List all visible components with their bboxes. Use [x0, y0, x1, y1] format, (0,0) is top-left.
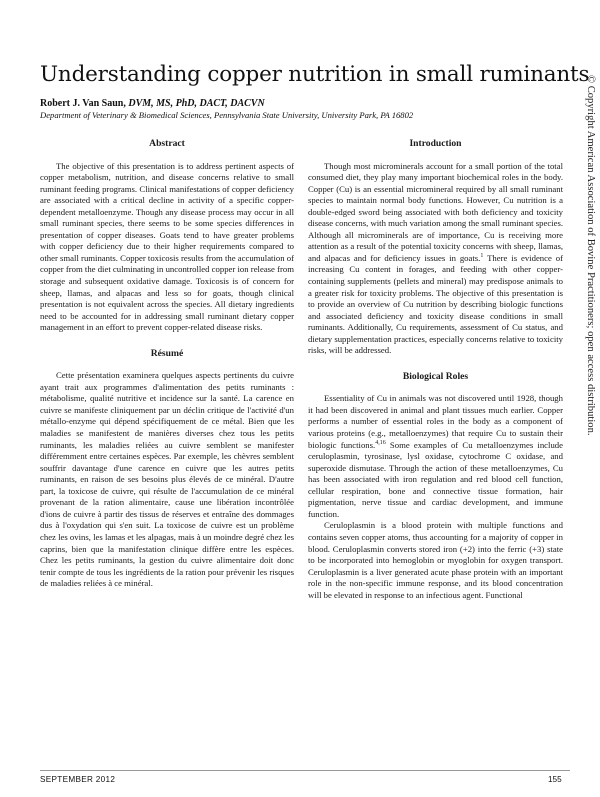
copyright-text: © Copyright American Association of Bovine Practitioners; open access distribution.: [585, 75, 596, 436]
biological-roles-text-part-2: Some examples of Cu metalloenzymes include ceruloplasmin, tyrosinase, lysl oxidase, cytochrome C oxidase, and superoxide dismutase. Through the action of these metalloenzymes, Cu has been associated with iron regulation and red blood cell function, cellular respiration, bone and connective tissue formation, hair pigmentation, nerve tissue and cardiac development, and immune function.: [308, 439, 563, 519]
footer-rule: [40, 770, 570, 771]
right-column: [308, 138, 563, 601]
page-number: 155: [548, 775, 562, 784]
introduction-text: [308, 161, 563, 357]
biological-roles-heading: Biological Roles: [402, 370, 469, 382]
author-name: Robert J. Van Saun,: [40, 98, 126, 109]
biological-roles-paragraph-2: Ceruloplasmin is a blood protein with multiple functions and contains seven copper atoms, thus accounting for a majority of copper in blood. Ceruloplasmin converts stored iron (+2) into the ferric (+3) state to be incorporated into hemoglobin or myoglobin for oxygen transport. Ceruloplasmin is a liver generated acute phase protein with an important role in the non-specific immune response, and its blood concentration will be elevated in response to an infectious agent. Functional: [308, 520, 563, 600]
introduction-heading: Introduction: [409, 138, 462, 149]
footer-date: SEPTEMBER 2012: [40, 775, 116, 784]
author-degrees: DVM, MS, PhD, DACT, DACVN: [128, 98, 265, 109]
author-affiliation: Department of Veterinary & Biomedical Sciences, Pennsylvania State University, University Park, PA 16802: [40, 110, 414, 120]
biological-roles-paragraph-1: [308, 393, 563, 520]
author-line: [40, 98, 265, 109]
reference-superscript: 1: [480, 253, 484, 260]
article-title: Understanding copper nutrition in small ruminants: [40, 62, 590, 87]
resume-heading: Résumé: [150, 347, 184, 359]
abstract-heading: Abstract: [149, 138, 185, 149]
biological-roles-text-part-1: Essentiality of Cu in animals was not discovered until 1928, though it had been discovered in animal and plant tissues much earlier. Copper performs a number of essential roles in the body as a component of various proteins (e.g., metalloenzymes) that require Cu to sustain their biologic functions.: [308, 393, 563, 450]
resume-text: Cette présentation examinera quelques aspects pertinents du cuivre ayant trait aux programmes d'alimentation des petits ruminants : métabolisme, qualité nutritive et incidence sur la santé. La carence en cuivre se manifeste cliniquement par un déclin critique de l'activité d'un métallo-enzyme qui dépend spécifiquement de ce métal. Bien que les maladies se manifestent de manières diverses chez tous les petits ruminants, les maladies reliées au cuivre semblent se manifester différemment entre certaines espèces. Par exemple, les chèvres semblent souffrir davantage d'une carence en cuivre que les autres petits ruminants, en raison de ses besoins plus élevés de ce minéral. D'autre part, la toxicose de cuivre, qui résulte de l'accumulation de ce minéral provenant de la ration alimentaire, cause une libération incontrôlée d'ions de cuivre à partir des tissus de réserves et entraîne des dommages dus à l'oxydation qui s'en suit. La toxicose de cuivre est un problème chez les ovins, les lamas et les alpagas, mais à un moindre degré chez les caprins, bien que la manifestation clinique diffère entre les espèces. Chez les petits ruminants, la gestion du cuivre alimentaire doit donc tenir compte de tous les ingrédients de la ration pour prévenir les risques de maladies reliées à ce minéral.: [40, 370, 294, 589]
abstract-text: The objective of this presentation is to address pertinent aspects of copper metabolism, nutrition, and disease concerns relative to small ruminant feeding programs. Clinical manifestations of copper deficiency are associated with a critical decline in activity of a specific copper-dependent metalloenzyme. Though any disease process may occur in all small ruminant species, there seems to be some species differences in presentation of copper diseases. Goats tend to have greater problems with copper deficiency due to their higher requirements compared to other small ruminants. Copper toxicosis results from the accumulation of copper from the diet culminating in uncontrolled copper ion release from storage and subsequent oxidative damage. Toxicosis is of concern for sheep, llamas, and alpacas and less so for goats, though clinical presentation is not equivalent across the species. All dietary ingredients need to be accounted for in addressing small ruminant dietary copper management in an effort to prevent copper-related disease risks.: [40, 160, 294, 333]
introduction-text-part-1: Though most microminerals account for a small portion of the total consumed diet, they play many important biochemical roles in the body. Copper (Cu) is an essential micromineral required by all small ruminant species to maintain normal body functions. However, Cu nutrition is a double-edged sword being associated with both deficiency and toxicity disease concerns, with much variation among the small ruminant species. Although all microminerals are of importance, Cu is receiving more attention as a result of the potential toxicity concerns with sheep, llamas, and alpacas and for deficiency issues in goats.: [308, 160, 564, 263]
introduction-text-part-2: There is evidence of increasing Cu content in forages, and feeding with other copper-containing supplements (pellets and mineral) may predispose animals to a greater risk for toxicity problems. The objective of this presentation is to provide an overview of Cu nutrition by describing biologic functions and associated deficiency and toxicity disease conditions in small ruminants. Additionally, Cu requirements, assessment of Cu status, and dietary supplementation practices, especially concerns relative to toxicity risks, will be addressed.: [308, 252, 563, 356]
copyright-margin-note: [585, 75, 597, 695]
reference-superscript: 4,16: [375, 439, 386, 446]
left-column: [40, 138, 294, 590]
